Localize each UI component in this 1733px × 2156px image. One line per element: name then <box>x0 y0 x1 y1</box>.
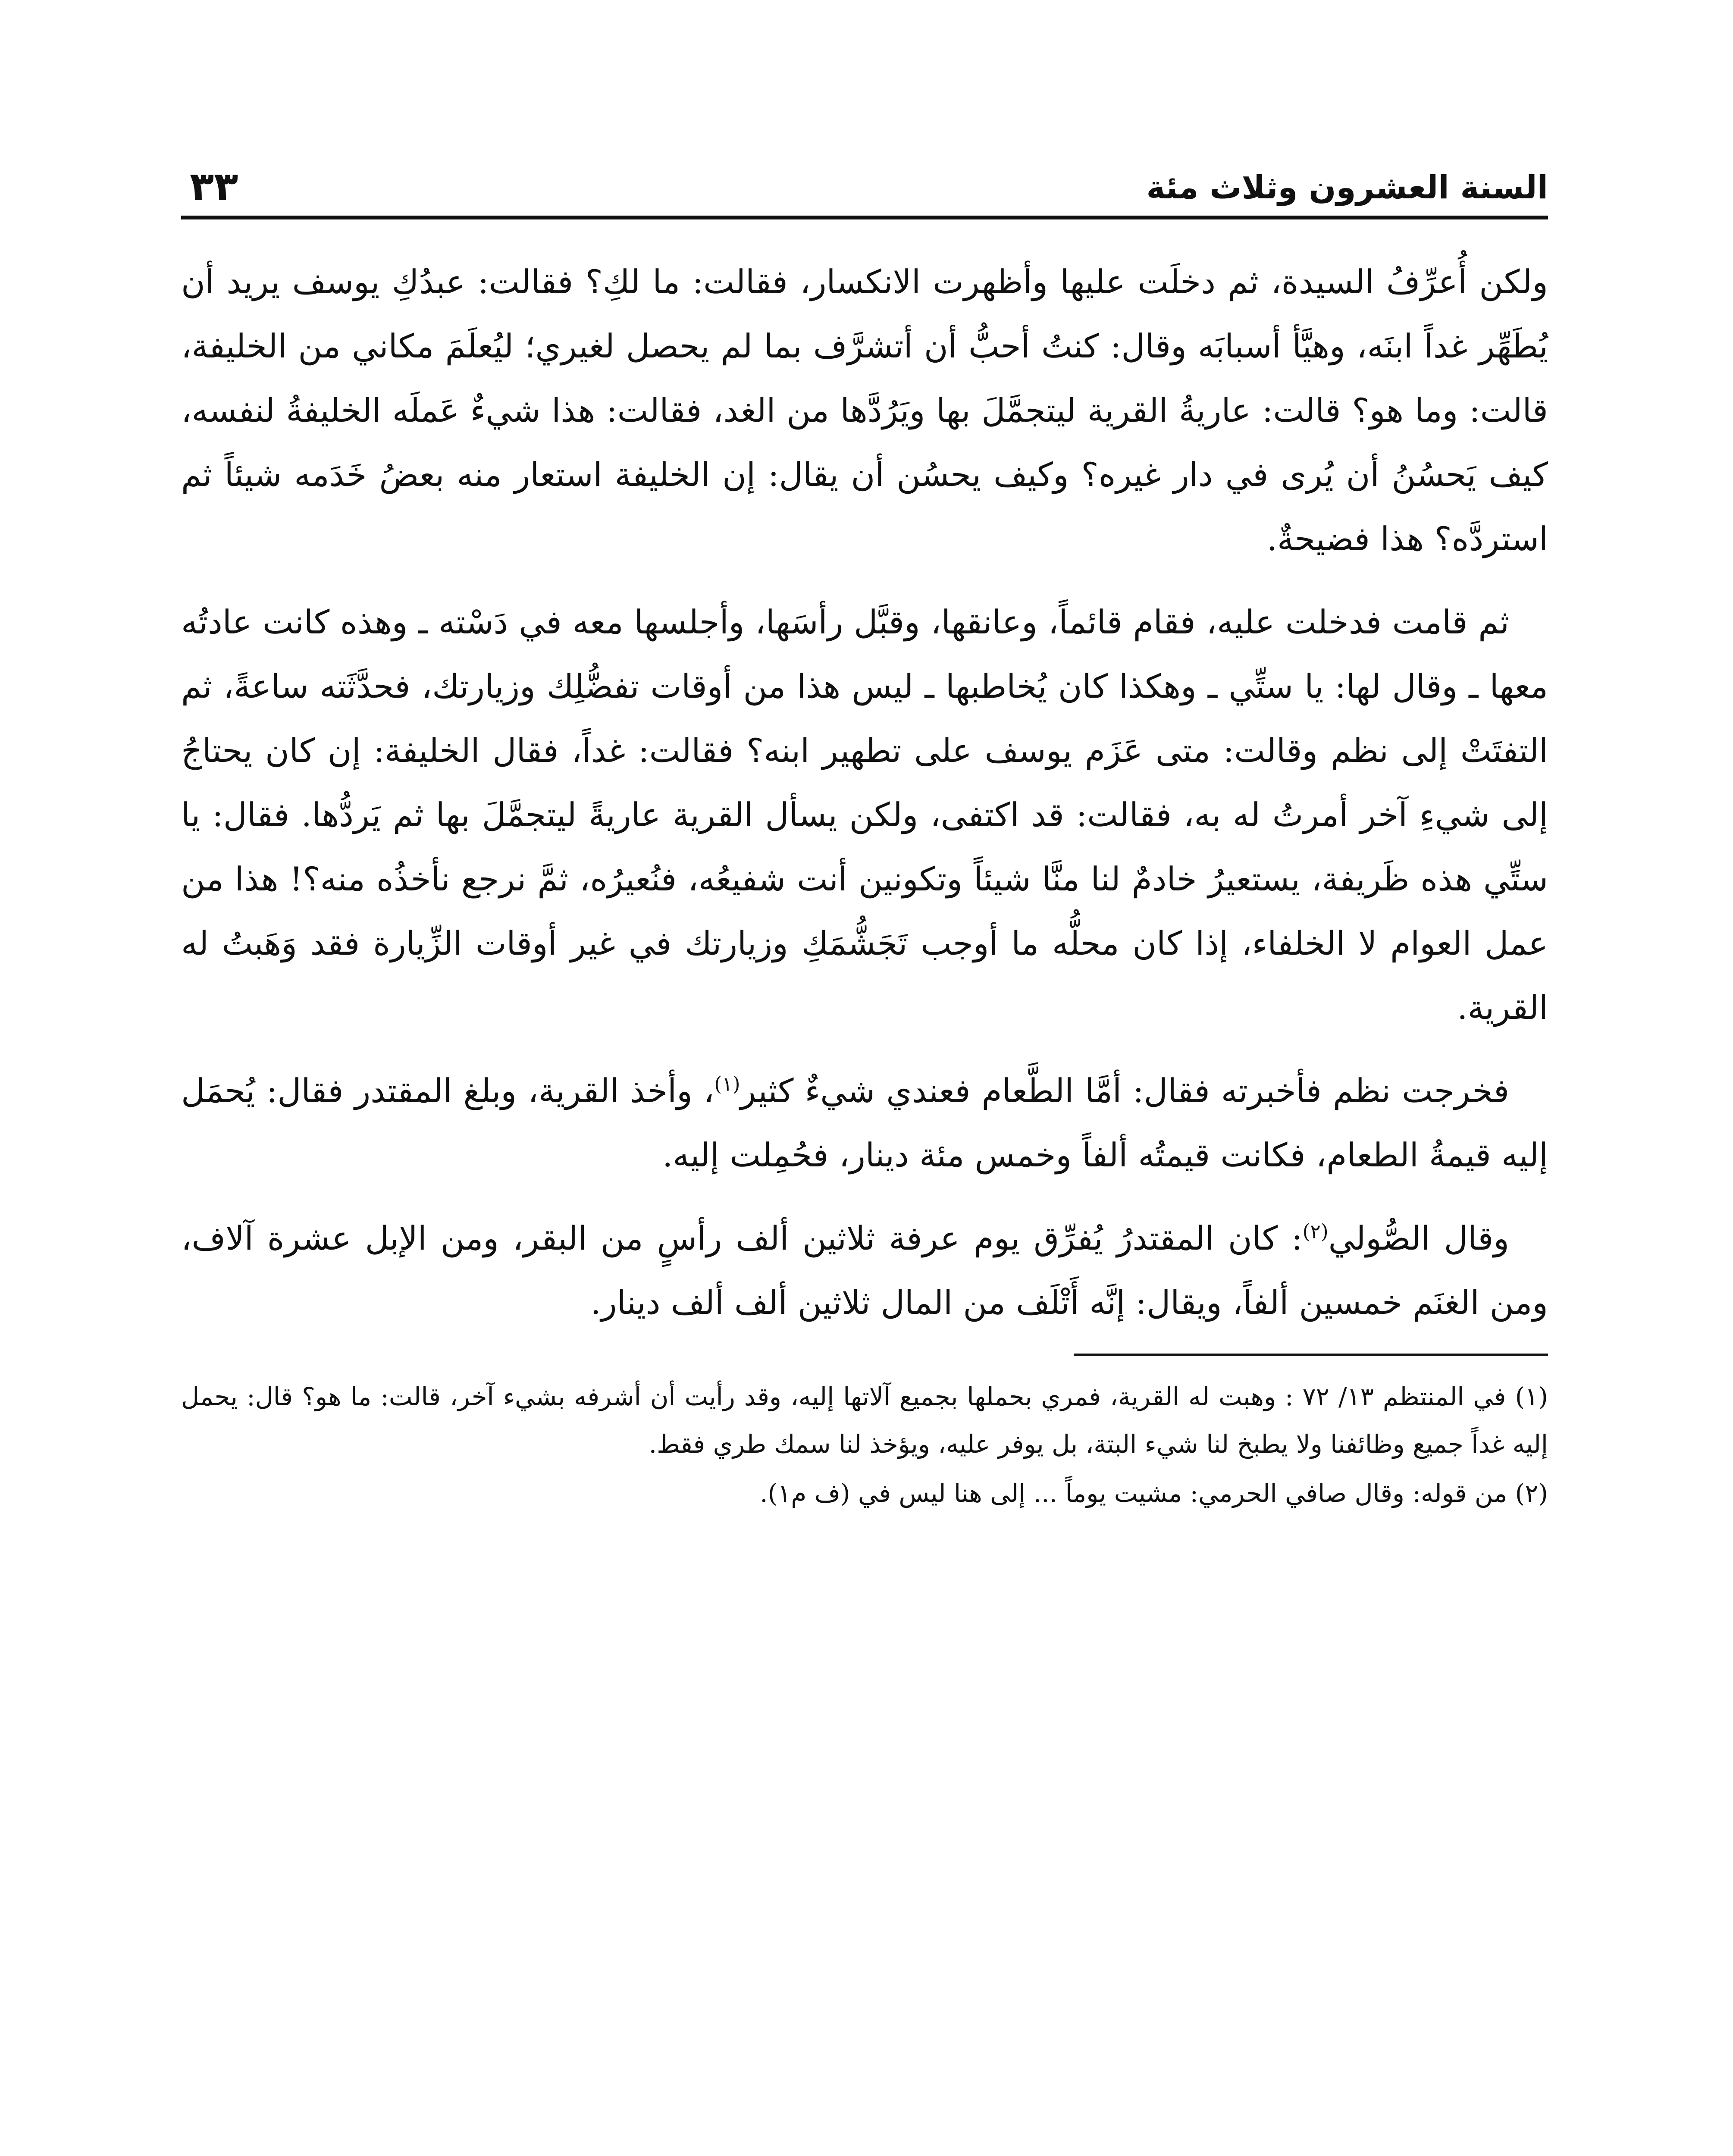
page-number: ٣٣ <box>190 163 238 210</box>
main-text <box>181 250 1548 1335</box>
paragraph-text: وقال الصُّولي <box>1328 1219 1509 1257</box>
paragraph <box>181 1059 1548 1187</box>
paragraph-text: فخرجت نظم فأخبرته فقال: أمَّا الطَّعام فعندي شيءٌ كثير <box>740 1072 1510 1110</box>
footnote-separator <box>1074 1354 1548 1356</box>
footnote: (٢) من قوله: وقال صافي الحرمي: مشيت يوماً ... إلى هنا ليس في (ف م١). <box>760 1479 1548 1508</box>
chapter-title: السنة العشرون وثلاث مئة <box>1146 169 1548 206</box>
paragraph: ولكن أُعرِّفُ السيدة، ثم دخلَت عليها وأظهرت الانكسار، فقالت: ما لكِ؟ فقالت: عبدُكِ يوسف يريد أن يُطَهِّر غداً ابنَه، وهيَّأ أسبابَه وقال: كنتُ أحبُّ أن أتشرَّف بما لم يحصل لغيري؛ ليُعلَمَ مكاني من الخليفة، قالت: وما هو؟ قالت: عاريةُ القرية ليتجمَّلَ بها ويَرُدَّها من الغد، فقالت: هذا شيءٌ عَملَه الخليفةُ لنفسه، كيف يَحسُنُ أن يُرى في دار غيره؟ وكيف يحسُن أن يقال: إن الخليفة استعار منه بعضُ خَدَمه شيئاً ثم استردَّه؟ هذا فضيحةٌ. <box>181 263 1548 558</box>
footnote: (١) في المنتظم ١٣/ ٧٢ : وهبت له القرية، فمري بحملها بجميع آلاتها إليه، وقد رأيت أن أشرفه بشيء آخر، قالت: ما هو؟ قال: يحمل إليه غداً جميع وظائفنا ولا يطبخ لنا شيء البتة، بل يوفر عليه، ويؤخذ لنا سمك طري فقط. <box>181 1382 1548 1459</box>
paragraph-text: : كان المقتدرُ يُفرِّق يوم عرفة ثلاثين ألف رأسٍ من البقر، ومن الإبل عشرة آلاف، ومن الغنَم خمسين ألفاً، ويقال: إنَّه أَتْلَف من المال ثلاثين ألف ألف دينار. <box>181 1219 1548 1322</box>
book-page <box>181 142 1548 2156</box>
footnotes <box>181 1373 1548 1517</box>
paragraph-text: ، وأخذ القرية، وبلغ المقتدر فقال: يُحمَل إليه قيمةُ الطعام، فكانت قيمتُه ألفاً وخمس مئة دينار، فحُمِلت إليه. <box>181 1072 1548 1174</box>
footnote-ref-1: (١) <box>714 1072 740 1096</box>
paragraph: ثم قامت فدخلت عليه، فقام قائماً، وعانقها، وقبَّل رأسَها، وأجلسها معه في دَسْته ـ وهذه كانت عادتُه معها ـ وقال لها: يا ستِّي ـ وهكذا كان يُخاطبها ـ ليس هذا من أوقات تفضُّلِك وزيارتك، فحدَّثَته ساعةً، ثم التفتَتْ إلى نظم وقالت: متى عَزَم يوسف على تطهير ابنه؟ فقالت: غداً، فقال الخليفة: إن كان يحتاجُ إلى شيءِ آخر أمرتُ له به، فقالت: قد اكتفى، ولكن يسأل القرية عاريةً ليتجمَّلَ بها ثم يَردُّها. فقال: يا ستِّي هذه ظَريفة، يستعيرُ خادمٌ لنا منَّا شيئاً وتكونين أنت شفيعُه، فنُعيرُه، ثمَّ نرجع نأخذُه منه؟! هذا من عمل العوام لا الخلفاء، إذا كان محلُّه ما أوجب تَجَشُّمَكِ وزيارتك في غير أوقات الزِّيارة فقد وَهَبتُ له القرية. <box>181 603 1548 1027</box>
footnote-ref-2: (٢) <box>1302 1220 1329 1243</box>
paragraph <box>181 1206 1548 1335</box>
running-header <box>181 142 1548 219</box>
